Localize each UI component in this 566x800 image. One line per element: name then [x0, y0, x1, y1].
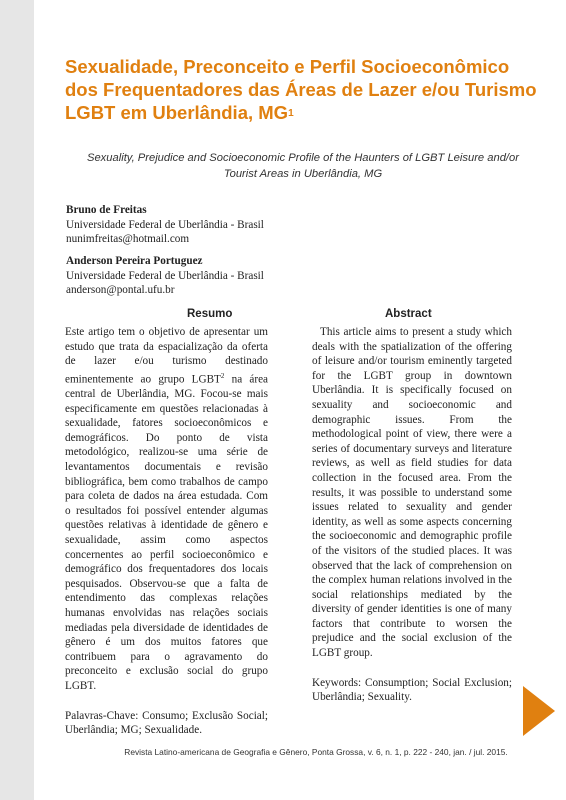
abstract-body: This article aims to present a study which deals with the spatialization of the offering of leisure and/or tourism eminently targeted for the LGBT group in downtown Uberlândia. It is specifically focused on sexuality and socioeconomic and demographic issues. From the methodological point of view, there were a series of documentary surveys and literature reviews, as well as field studies for data collection in the focused area. From the results, it was possible to understand some issues related to sexuality and gender identity, as well as some aspects concerning the socioeconomic and demographic profile of the visitors of the studied places. It was observed that the lack of comprehension on the complex human relations involved in the social relationships mediated by the diversity of gender identities is one of many factors that contribute to worsen the prejudice and the social exclusion of the LGBT group. — [312, 326, 512, 660]
author-name: Anderson Pereira Portuguez — [66, 255, 203, 267]
abstract-keywords: Keywords: Consumption; Social Exclusion; Uberlândia; Sexuality. — [312, 676, 512, 704]
paper-title — [65, 55, 545, 124]
author-block — [66, 254, 264, 298]
paper-page — [34, 0, 566, 800]
author-block — [66, 203, 264, 247]
resumo-footnote-mark: 2 — [220, 371, 225, 380]
title-footnote-mark: 1 — [288, 108, 294, 119]
resumo-keywords: Palavras-Chave: Consumo; Exclusão Social; Uberlândia; MG; Sexualidade. — [65, 709, 268, 737]
paper-subtitle-english: Sexuality, Prejudice and Socioeconomic Profile of the Haunters of LGBT Leisure and/or Tourist Areas in Uberlândia, MG — [87, 152, 519, 180]
resumo-body — [65, 325, 268, 694]
resumo-text-part2: na área central de Uberlândia, MG. Focou-se mais especificamente em questões relacionadas à sexualidade, fatores socioeconômicos e demográficos. Do ponto de vista metodológico, realizou-se uma série de levantamentos documentais e revisão bibliográfica, bem como trabalhos de campo para coleta de dados na área estudada. Com o resultados foi possível entender algumas questões relativas à identidade de gênero e sexualidade, assim como aspectos concernentes ao perfil socioeconômico e demográfico dos frequentadores dos locais pesquisados. Observou-se que a falta de entendimento das complexas relações humanas envolvidas nas relações sociais mediadas pela diversidade de identidades de gênero é um dos muitos fatores que contribuem para o agravamento do preconceito e exclusão social do grupo LGBT. — [65, 373, 268, 692]
resumo-heading: Resumo — [187, 308, 233, 320]
journal-footer: Revista Latino-americana de Geografia e Gênero, Ponta Grossa, v. 6, n. 1, p. 222 - 240, jan. / jul. 2015. — [124, 747, 508, 757]
abstract-heading: Abstract — [385, 308, 432, 320]
author-email: nunimfreitas@hotmail.com — [66, 233, 190, 245]
author-affiliation: Universidade Federal de Uberlândia - Brasil — [66, 269, 264, 282]
author-affiliation: Universidade Federal de Uberlândia - Brasil — [66, 218, 264, 231]
author-name: Bruno de Freitas — [66, 204, 147, 216]
paper-title-text: Sexualidade, Preconceito e Perfil Socioeconômico dos Frequentadores das Áreas de Lazer e/ou Turismo LGBT em Uberlândia, MG — [65, 56, 537, 123]
resumo-text-part1: Este artigo tem o objetivo de apresentar um estudo que trata da espacialização da oferta de lazer e/ou turismo destinado eminentemente ao grupo LGBT — [65, 326, 268, 386]
resumo-column — [65, 325, 268, 738]
next-page-arrow-icon[interactable] — [523, 686, 555, 736]
author-email: anderson@pontal.ufu.br — [66, 284, 175, 296]
left-margin-strip — [0, 0, 34, 800]
abstract-column — [312, 325, 512, 705]
